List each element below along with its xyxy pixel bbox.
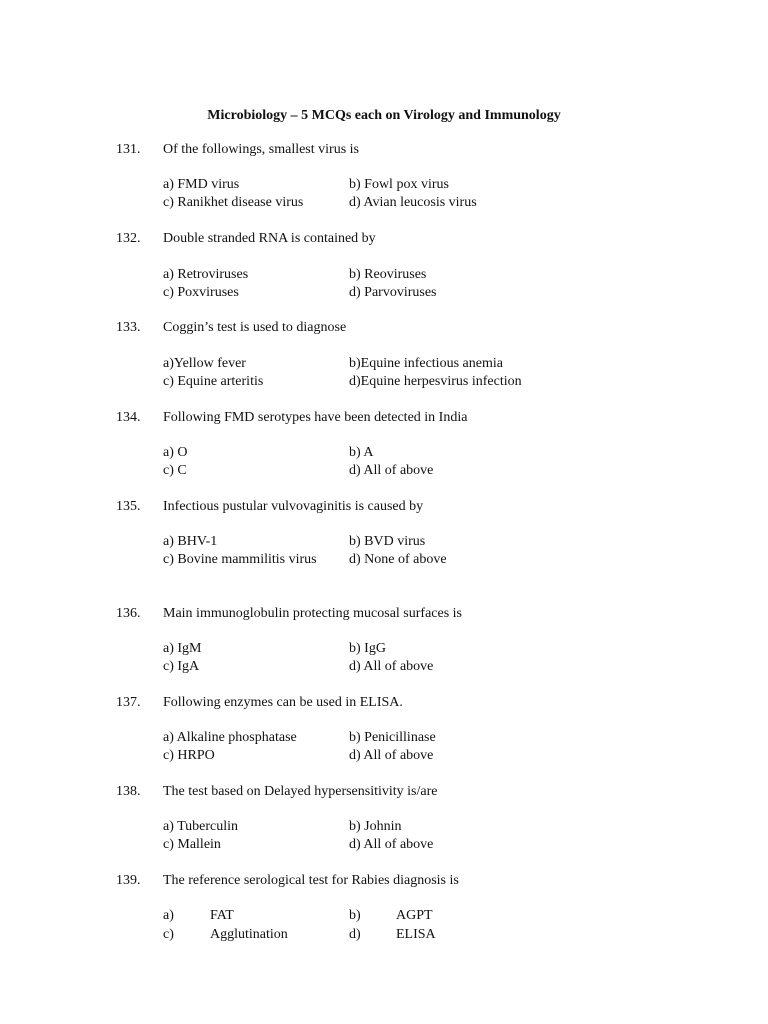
option-a-label: a) — [163, 908, 174, 923]
option-a: a) Alkaline phosphatase — [163, 730, 297, 745]
question-number: 132. — [116, 231, 141, 246]
option-b: b) BVD virus — [349, 534, 426, 549]
option-d: d) All of above — [349, 659, 434, 674]
question-text: Main immunoglobulin protecting mucosal surfaces is — [163, 606, 463, 621]
question-text: Following FMD serotypes have been detected in India — [163, 410, 468, 425]
option-b: b) Reoviruses — [349, 267, 427, 282]
option-d-value: ELISA — [396, 927, 436, 942]
option-c: c) Equine arteritis — [163, 374, 264, 389]
question-number: 133. — [116, 320, 141, 335]
question-text: Infectious pustular vulvovaginitis is caused by — [163, 499, 424, 514]
option-c-label: c) — [163, 927, 174, 942]
option-b: b) Penicillinase — [349, 730, 436, 745]
option-d-label: d) — [349, 927, 361, 942]
option-a: a) FMD virus — [163, 177, 240, 192]
option-c-value: Agglutination — [210, 927, 288, 942]
option-a: a) Retroviruses — [163, 267, 249, 282]
option-b: b) IgG — [349, 641, 386, 656]
option-c: c) Mallein — [163, 837, 221, 852]
option-b: b)Equine infectious anemia — [349, 356, 503, 371]
question-text: Of the followings, smallest virus is — [163, 142, 359, 157]
question-text: Following enzymes can be used in ELISA. — [163, 695, 403, 710]
question-text: The test based on Delayed hypersensitivity is/are — [163, 784, 438, 799]
option-b-label: b) — [349, 908, 361, 923]
option-c: c) IgA — [163, 659, 200, 674]
option-a: a) O — [163, 445, 188, 460]
option-c: c) Bovine mammilitis virus — [163, 552, 317, 567]
option-a: a) BHV-1 — [163, 534, 218, 549]
question-text: Coggin’s test is used to diagnose — [163, 320, 347, 335]
option-a: a) Tuberculin — [163, 819, 239, 834]
question-number: 136. — [116, 606, 141, 621]
question-text: Double stranded RNA is contained by — [163, 231, 376, 246]
option-a: a) IgM — [163, 641, 202, 656]
option-b: b) A — [349, 445, 374, 460]
question-number: 139. — [116, 873, 141, 888]
option-c: c) C — [163, 463, 187, 478]
option-d: d) All of above — [349, 837, 434, 852]
option-d: d) All of above — [349, 463, 434, 478]
option-d: d) Parvoviruses — [349, 285, 437, 300]
question-number: 134. — [116, 410, 141, 425]
question-number: 135. — [116, 499, 141, 514]
option-d: d)Equine herpesvirus infection — [349, 374, 522, 389]
option-b: b) Fowl pox virus — [349, 177, 449, 192]
option-d: d) None of above — [349, 552, 447, 567]
option-c: c) Ranikhet disease virus — [163, 195, 304, 210]
question-number: 137. — [116, 695, 141, 710]
option-c: c) Poxviruses — [163, 285, 239, 300]
question-number: 131. — [116, 142, 141, 157]
option-b-value: AGPT — [396, 908, 433, 923]
option-d: d) Avian leucosis virus — [349, 195, 477, 210]
page-title: Microbiology – 5 MCQs each on Virology and Immunology — [207, 108, 561, 123]
option-c: c) HRPO — [163, 748, 215, 763]
question-text: The reference serological test for Rabies diagnosis is — [163, 873, 459, 888]
option-a: a)Yellow fever — [163, 356, 246, 371]
option-a-value: FAT — [210, 908, 234, 923]
question-number: 138. — [116, 784, 141, 799]
option-b: b) Johnin — [349, 819, 402, 834]
option-d: d) All of above — [349, 748, 434, 763]
